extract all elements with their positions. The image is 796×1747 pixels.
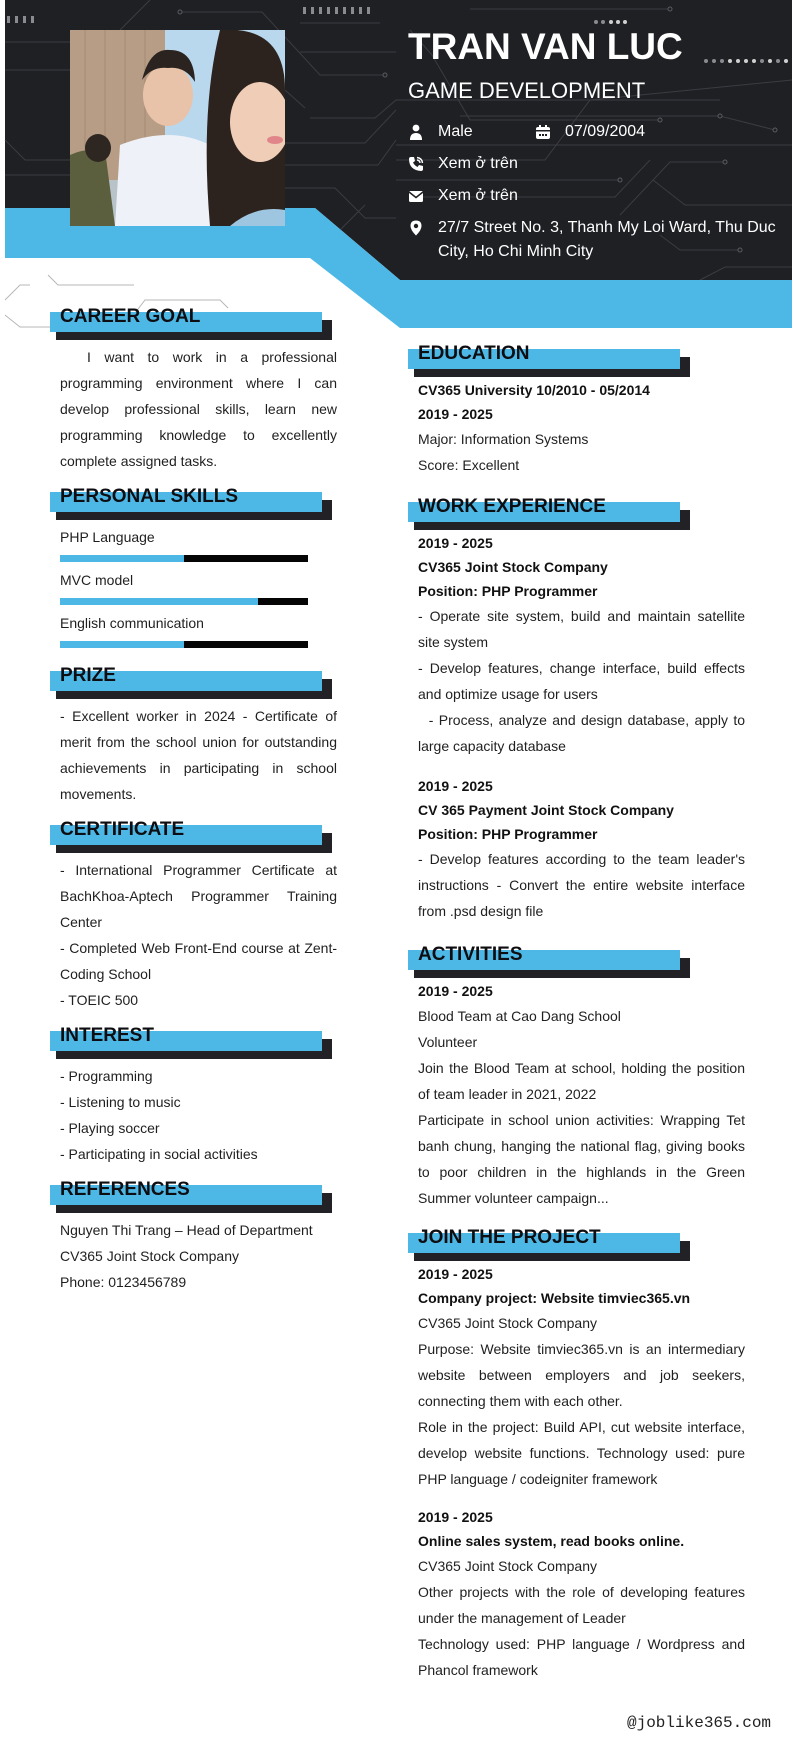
activity-period: 2019 - 2025: [418, 983, 493, 999]
gender-value: Male: [438, 123, 473, 140]
section-work-experience: [408, 496, 684, 528]
job-company: CV 365 Payment Joint Stock Company: [418, 802, 674, 818]
interest-item: - Playing soccer: [60, 1120, 160, 1136]
education-score: Score: Excellent: [418, 457, 520, 473]
skill-bar: [60, 555, 308, 562]
section-personal-skills: [50, 486, 326, 518]
section-activities: [408, 944, 684, 976]
activity-role: Volunteer: [418, 1034, 478, 1050]
section-title: ACTIVITIES: [418, 944, 523, 965]
education-major: Major: Information Systems: [418, 431, 589, 447]
section-title: WORK EXPERIENCE: [418, 496, 606, 517]
certificate-item: - Completed Web Front-End course at Zent-Coding School: [60, 940, 337, 982]
interest-item: - Participating in social activities: [60, 1146, 258, 1162]
skill-name: PHP Language: [60, 529, 155, 545]
job-company: CV365 Joint Stock Company: [418, 559, 608, 575]
education-period: 2019 - 2025: [418, 406, 493, 422]
section-title: EDUCATION: [418, 343, 530, 364]
job-position: Position: PHP Programmer: [418, 583, 598, 599]
section-title: CAREER GOAL: [60, 306, 201, 327]
skill-item: [60, 613, 337, 656]
certificate-item: - TOEIC 500: [60, 992, 139, 1008]
career-goal-text: I want to work in a professional programming environment where I can develop professional skills, learn new programming knowledge to excellently complete assigned tasks.: [60, 349, 341, 469]
job-period: 2019 - 2025: [418, 778, 493, 794]
skill-name: English communication: [60, 615, 204, 631]
section-title: REFERENCES: [60, 1179, 190, 1200]
section-title: INTEREST: [60, 1025, 154, 1046]
activity-detail: Join the Blood Team at school, holding the position of team leader in 2021, 2022: [418, 1060, 745, 1102]
activity-org: Blood Team at Cao Dang School: [418, 1008, 621, 1024]
references-list: [60, 1217, 337, 1295]
reference-line: Phone: 0123456789: [60, 1274, 187, 1290]
skill-level-fill: [60, 641, 184, 648]
project-company: CV365 Joint Stock Company: [418, 1558, 597, 1574]
activities-content: [418, 979, 745, 1211]
skill-item: [60, 570, 337, 613]
section-education: [408, 343, 684, 375]
skills-list: [60, 527, 337, 656]
skill-item: [60, 527, 337, 570]
envelope-icon: [408, 188, 424, 204]
job-position: Position: PHP Programmer: [418, 826, 598, 842]
section-references: [50, 1179, 326, 1211]
section-title: PERSONAL SKILLS: [60, 486, 239, 507]
career-goal-content: [60, 344, 341, 474]
reference-line: Nguyen Thi Trang – Head of Department: [60, 1222, 313, 1238]
certificate-item: - International Programmer Certificate at BachKhoa-Aptech Programmer Training Center: [60, 862, 337, 930]
certificate-list: [60, 857, 337, 1013]
project-name: Online sales system, read books online.: [418, 1533, 685, 1549]
project-detail: Purpose: Website timviec365.vn is an intermediary website between employers and job seekers, connecting them with each other.: [418, 1341, 745, 1409]
phone-value: Xem ở trên: [438, 155, 518, 172]
project-detail: Technology used: PHP language / Wordpress and Phancol framework: [418, 1636, 745, 1678]
job-period: 2019 - 2025: [418, 535, 493, 551]
project-company: CV365 Joint Stock Company: [418, 1315, 597, 1331]
project-detail: Other projects with the role of developing features under the management of Leader: [418, 1584, 745, 1626]
project-period: 2019 - 2025: [418, 1266, 493, 1282]
interest-item: - Listening to music: [60, 1094, 181, 1110]
skill-bar: [60, 598, 308, 605]
activity-detail: Participate in school union activities: Wrapping Tet banh chung, hanging the national flag, giving books to poor children in the highlands in the Green Summer volunteer campaign...: [418, 1112, 745, 1206]
project-item: [418, 1505, 745, 1683]
section-title: CERTIFICATE: [60, 819, 185, 840]
skill-level-fill: [60, 598, 258, 605]
prize-content: [60, 703, 337, 807]
section-title: PRIZE: [60, 665, 116, 686]
reference-line: CV365 Joint Stock Company: [60, 1248, 239, 1264]
section-join-the-project: [408, 1227, 684, 1259]
section-interest: [50, 1025, 326, 1057]
skill-name: MVC model: [60, 572, 134, 588]
candidate-title: GAME DEVELOPMENT: [408, 78, 646, 103]
interest-list: [60, 1063, 337, 1167]
section-prize: [50, 665, 326, 697]
email-value: Xem ở trên: [438, 187, 518, 204]
job-detail: - Process, analyze and design database, apply to large capacity database: [418, 712, 749, 754]
address-value: 27/7 Street No. 3, Thanh My Loi Ward, Thu Duc City, Ho Chi Minh City: [438, 219, 776, 260]
interest-item: - Programming: [60, 1068, 153, 1084]
candidate-name: TRAN VAN LUC: [408, 26, 683, 67]
section-certificate: [50, 819, 326, 851]
education-school: CV365 University 10/2010 - 05/2014: [418, 382, 650, 398]
skill-level-fill: [60, 555, 184, 562]
project-name: Company project: Website timviec365.vn: [418, 1290, 691, 1306]
project-detail: Role in the project: Build API, cut website interface, develop website functions. Technology used: pure PHP language / codeigniter framework: [418, 1419, 745, 1487]
job-detail: - Develop features, change interface, build effects and optimize usage for users: [418, 660, 745, 702]
section-title: JOIN THE PROJECT: [418, 1227, 601, 1248]
work-job: [418, 531, 749, 759]
job-detail: - Develop features according to the team leader's instructions - Convert the entire website interface from .psd design file: [418, 851, 745, 919]
project-item: [418, 1262, 745, 1492]
profile-photo: [70, 30, 285, 226]
education-content: [418, 378, 745, 478]
job-detail: - Operate site system, build and maintain satellite site system: [418, 608, 745, 650]
calendar-icon: [535, 124, 551, 140]
phone-icon: [408, 156, 424, 172]
work-job: [418, 774, 745, 924]
watermark: @joblike365.com: [627, 1714, 772, 1732]
project-period: 2019 - 2025: [418, 1509, 493, 1525]
section-career-goal: [50, 306, 326, 338]
map-pin-icon: [408, 220, 424, 236]
prize-text: - Excellent worker in 2024 - Certificate of merit from the school union for outstanding achievements in participating in school movements.: [60, 708, 337, 802]
birthday-value: 07/09/2004: [565, 123, 646, 140]
skill-bar: [60, 641, 308, 648]
user-icon: [408, 124, 424, 140]
